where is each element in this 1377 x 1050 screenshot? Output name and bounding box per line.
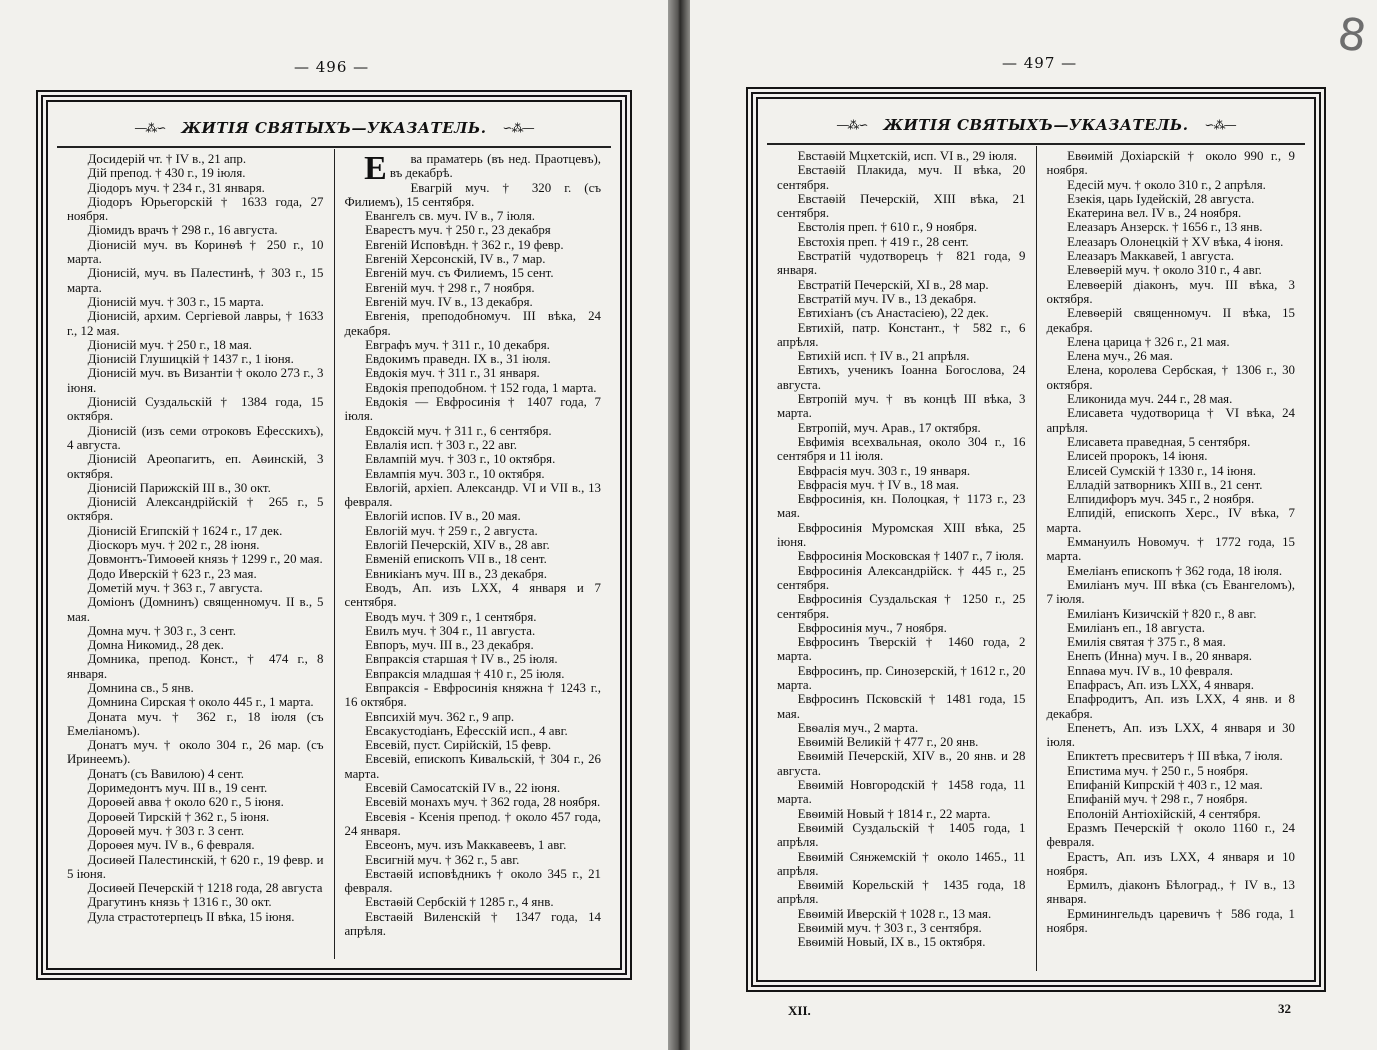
index-entry: Елисавета праведная, 5 сентября. bbox=[1067, 434, 1251, 449]
index-entry: Драгутинъ князь † 1316 г., 30 окт. bbox=[87, 895, 272, 910]
index-entry: Дороѳей авва † около 620 г., 5 іюня. bbox=[87, 795, 284, 810]
index-entry: Елевѳерій священномуч. II вѣка, 15 декабря. bbox=[1046, 306, 1295, 335]
index-entry: Діоскоръ муч. † 202 г., 28 іюня. bbox=[87, 538, 260, 553]
right-ornament-icon: ∽⁂— bbox=[1204, 118, 1236, 132]
index-entry: Евсевія - Ксенія препод. † около 457 года, 24 января. bbox=[344, 809, 601, 838]
index-entry: Евѳалія муч., 2 марта. bbox=[797, 720, 919, 735]
index-entry: Евѳимій муч. † 303 г., 3 сентября. bbox=[797, 921, 982, 936]
index-entry: Едесій муч. † около 310 г., 2 апрѣля. bbox=[1067, 177, 1266, 192]
index-entry: Евстаѳій Мцхетскій, исп. VI в., 29 іюля. bbox=[797, 149, 1017, 163]
index-entry: Евфрасія муч. † IV в., 18 мая. bbox=[797, 477, 959, 492]
signature-mark: XII. bbox=[788, 1003, 811, 1018]
index-entry: Емиліанъ муч. III вѣка (съ Евангеломъ), 7 іюля. bbox=[1046, 577, 1295, 607]
index-entry: Евѳимій Великій † 477 г., 20 янв. bbox=[797, 735, 979, 750]
index-entry: Еполоній Антіохійскій, 4 сентября. bbox=[1067, 806, 1261, 821]
index-entry: Еводъ, Ап. изъ LXX, 4 января и 7 сентября. bbox=[344, 580, 601, 610]
index-entry: Евстаѳій Виленскій † 1347 года, 14 апрѣля. bbox=[344, 909, 601, 939]
index-entry: Евгеній муч. IV в., 13 декабря. bbox=[365, 294, 533, 309]
index-entry: Домна муч. † 303 г., 3 сент. bbox=[87, 623, 236, 638]
book-gutter bbox=[668, 0, 690, 1050]
right-header-title: ЖИТІЯ СВЯТЫХЪ—УКАЗАТЕЛЬ. bbox=[883, 116, 1189, 134]
index-entry: Донатъ муч. † около 304 г., 26 мар. (съ Иринеемъ). bbox=[67, 738, 324, 767]
index-entry: Евпраксія старшая † IV в., 25 іюля. bbox=[365, 652, 558, 667]
index-entry: Доміонъ (Домнинъ) священномуч. II в., 5 мая. bbox=[67, 595, 324, 624]
handwritten-note: 8 bbox=[1334, 8, 1370, 63]
index-entry: Емиліанъ Кизичскій † 820 г., 8 авг. bbox=[1067, 606, 1257, 621]
index-entry: Домника, препод. Конст., † 474 г., 8 января. bbox=[67, 652, 324, 681]
index-entry: Епистима муч. † 250 г., 5 ноября. bbox=[1067, 763, 1249, 778]
index-entry: Еммануилъ Новомуч. † 1772 года, 15 марта. bbox=[1046, 535, 1295, 564]
index-entry: Евдокимъ праведн. IX в., 31 іюля. bbox=[365, 352, 551, 367]
index-entry: Доримедонтъ муч. III в., 19 сент. bbox=[87, 781, 268, 796]
left-page-number: — 496 — bbox=[294, 58, 370, 76]
index-entry: Евгеній муч. † 298 г., 7 ноября. bbox=[365, 280, 535, 295]
index-entry: Енепъ (Инна) муч. I в., 20 января. bbox=[1067, 649, 1253, 664]
index-entry: Евсевій, пуст. Сирійскій, 15 февр. bbox=[365, 738, 552, 753]
index-entry: Еликонида муч. 244 г., 28 мая. bbox=[1067, 392, 1233, 407]
index-entry: Елладій затворникъ XIII в., 21 сент. bbox=[1067, 477, 1263, 492]
drop-cap-entry-text: ва праматерь (въ нед. Праотцевъ), въ декабрѣ. bbox=[389, 152, 601, 181]
index-entry: Евсевій монахъ муч. † 362 года, 28 ноября. bbox=[365, 795, 601, 810]
index-entry: Елена царица † 326 г., 21 мая. bbox=[1067, 334, 1230, 349]
index-entry: Дометій муч. † 363 г., 7 августа. bbox=[87, 580, 263, 595]
index-entry: Елеазаръ Анзерск. † 1656 г., 13 янв. bbox=[1067, 220, 1263, 235]
index-entry: Ермилъ, діаконъ Бѣлоград., † IV в., 13 января. bbox=[1046, 878, 1295, 907]
index-entry: Евтихій исп. † IV в., 21 апрѣля. bbox=[797, 349, 970, 364]
drop-cap: Е bbox=[364, 150, 387, 187]
index-entry: Евгеній муч. съ Филиемъ, 15 сент. bbox=[365, 266, 554, 281]
right-page-column-2 bbox=[1036, 146, 1306, 971]
index-entry: Евстаѳій Печерскій, XIII вѣка, 21 сентября. bbox=[777, 191, 1026, 221]
index-entry bbox=[345, 150, 602, 187]
index-entry: Емиліанъ еп., 18 августа. bbox=[1067, 620, 1205, 635]
right-ornament-icon: ∽⁂— bbox=[502, 121, 534, 135]
index-entry: Евлалія исп. † 303 г., 22 авг. bbox=[365, 437, 518, 452]
index-entry: Елевѳерій муч. † около 310 г., 4 авг. bbox=[1067, 263, 1262, 278]
index-entry: Діодоръ Юрьегорскій † 1633 года, 27 ноября. bbox=[67, 194, 324, 224]
index-entry: Евфросинъ, пр. Синозерскій, † 1612 г., 20 марта. bbox=[777, 663, 1026, 692]
index-entry: Елисавета чудотворица † VI вѣка, 24 апрѣля. bbox=[1046, 406, 1295, 435]
left-ornament-icon: —⁂∽ bbox=[836, 118, 868, 132]
index-entry: Елевѳерій діаконъ, муч. III вѣка, 3 октября. bbox=[1046, 277, 1295, 306]
index-entry: Досиѳей Печерскій † 1218 года, 28 августа bbox=[87, 881, 323, 896]
index-entry: Евагрій муч. † 320 г. (съ Филиемъ), 15 сентября. bbox=[344, 180, 601, 209]
index-entry: Евлогій испов. IV в., 20 мая. bbox=[365, 509, 521, 524]
index-entry: Додо Иверскій † 623 г., 23 мая. bbox=[87, 566, 257, 581]
index-entry: Діодоръ муч. † 234 г., 31 января. bbox=[87, 180, 265, 195]
index-entry: Довмонтъ-Тимоѳей князь † 1299 г., 20 мая. bbox=[87, 552, 323, 567]
index-entry: Діонисій Ареопагитъ, еп. Аѳинскій, 3 октября. bbox=[67, 452, 324, 481]
index-entry: Евтихъ, ученикъ Іоанна Богослова, 24 августа. bbox=[777, 363, 1026, 392]
index-entry: Діонисій Парижскій III в., 30 окт. bbox=[87, 480, 271, 495]
index-entry: Діонисій, муч. въ Палестинѣ, † 303 г., 15 марта. bbox=[67, 266, 324, 295]
index-entry: Евтихій, патр. Констант., † 582 г., 6 апрѣля. bbox=[777, 320, 1026, 349]
index-entry: Езекія, царь Іудейскій, 28 августа. bbox=[1067, 191, 1255, 206]
left-running-header bbox=[57, 110, 611, 148]
index-entry: Емеліанъ епископъ † 362 года, 18 іюля. bbox=[1067, 563, 1283, 578]
index-entry: Елпидій, епископъ Херс., IV вѣка, 7 марта. bbox=[1046, 506, 1295, 535]
index-entry: Евдокія — Евфросинія † 1407 года, 7 іюля. bbox=[344, 395, 601, 424]
index-entry: Евсеонъ, муч. изъ Маккавеевъ, 1 авг. bbox=[365, 838, 567, 853]
index-entry: Евѳимій Сянжемскій † около 1465., 11 апрѣля. bbox=[777, 849, 1026, 878]
index-entry: Домна Никомид., 28 дек. bbox=[87, 638, 224, 653]
left-page-frame bbox=[36, 90, 632, 980]
left-header-title: ЖИТІЯ СВЯТЫХЪ—УКАЗАТЕЛЬ. bbox=[181, 119, 487, 137]
index-entry: Елена, королева Сербская, † 1306 г., 30 октября. bbox=[1046, 363, 1295, 392]
index-entry: Евѳимій Новый † 1814 г., 22 марта. bbox=[797, 806, 991, 821]
index-entry: Ennaѳa муч. IV в., 10 февраля. bbox=[1067, 663, 1234, 678]
index-entry: Евфросинія Александрійск. † 445 г., 25 сентября. bbox=[777, 563, 1026, 592]
index-entry: Епифаній Кипрскій † 403 г., 12 мая. bbox=[1067, 778, 1263, 793]
index-entry: Евфросинъ Тверскій † 1460 года, 2 марта. bbox=[777, 635, 1026, 664]
index-entry: Евстратій Печерскій, XI в., 28 мар. bbox=[797, 277, 989, 292]
index-entry: Діомидъ врачъ † 298 г., 16 августа. bbox=[87, 223, 278, 238]
index-entry: Доната муч. † 362 г., 18 іюля (съ Емеліаномъ). bbox=[67, 709, 324, 738]
right-page-column-1 bbox=[767, 146, 1036, 971]
index-entry: Евфросинъ Псковскій † 1481 года, 15 мая. bbox=[777, 692, 1026, 721]
index-entry: Евфросинія Муромская XIII вѣка, 25 іюня. bbox=[777, 520, 1026, 550]
index-entry: Евпраксія младшая † 410 г., 25 іюля. bbox=[365, 666, 565, 681]
index-entry: Дула страстотерпецъ II вѣка, 15 іюня. bbox=[87, 909, 295, 924]
index-entry: Дій препод. † 430 г., 19 іюля. bbox=[87, 166, 246, 181]
index-entry: Евлогій, архіеп. Александр. VI и VII в., 13 февраля. bbox=[344, 480, 601, 510]
index-entry: Еразмъ Печерскій † около 1160 г., 24 февраля. bbox=[1046, 820, 1295, 850]
index-entry: Евлампія муч. 303 г., 10 октября. bbox=[365, 466, 545, 481]
index-entry: Евдоксій муч. † 311 г., 6 сентября. bbox=[365, 423, 552, 438]
index-entry: Евсевій Самосатскій IV в., 22 іюня. bbox=[365, 781, 561, 796]
index-entry: Епенетъ, Ап. изъ LXX, 4 января и 30 іюля. bbox=[1046, 720, 1295, 750]
index-entry: Евсакустодіанъ, Ефесскій исп., 4 авг. bbox=[365, 723, 568, 738]
index-entry: Досиѳей Палестинскій, † 620 г., 19 февр. и 5 іюня. bbox=[67, 852, 324, 881]
index-entry: Евгенія, преподобномуч. III вѣка, 24 декабря. bbox=[344, 309, 601, 338]
index-entry: Евпсихій муч. 362 г., 9 апр. bbox=[365, 709, 515, 724]
left-ornament-icon: —⁂∽ bbox=[134, 121, 166, 135]
index-entry: Евфимія всехвальная, около 304 г., 16 сентября и 11 іюля. bbox=[777, 434, 1026, 464]
index-entry: Евфросинія Суздальская † 1250 г., 25 сентября. bbox=[777, 592, 1026, 621]
right-running-header bbox=[767, 107, 1305, 145]
index-entry: Діонисій, архим. Сергіевой лавры, † 1633 г., 12 мая. bbox=[67, 309, 324, 338]
index-entry: Евлампій муч. † 303 г., 10 октября. bbox=[365, 452, 556, 467]
index-entry: Евстаѳій исповѣдникъ † около 345 г., 21 февраля. bbox=[344, 866, 601, 896]
index-entry: Ерастъ, Ап. изъ LXX, 4 января и 10 ноября. bbox=[1046, 849, 1295, 878]
index-entry: Епифаній муч. † 298 г., 7 ноября. bbox=[1067, 792, 1248, 807]
index-entry: Діонисій муч. въ Коринѳѣ † 250 г., 10 марта. bbox=[67, 237, 324, 267]
index-entry: Евдокія преподобном. † 152 года, 1 марта. bbox=[365, 380, 597, 395]
index-entry: Дороѳея муч. IV в., 6 февраля. bbox=[87, 838, 255, 853]
index-entry: Евтропій муч. † въ концѣ III вѣка, 3 марта. bbox=[777, 392, 1026, 421]
index-entry: Евстратій чудотворецъ † 821 года, 9 января. bbox=[777, 249, 1026, 278]
index-entry: Евпоръ, муч. III в., 23 декабря. bbox=[365, 638, 534, 653]
index-entry: Епафрасъ, Ап. изъ LXX, 4 января. bbox=[1067, 677, 1254, 692]
index-entry: Елпидифоръ муч. 345 г., 2 ноября. bbox=[1067, 492, 1255, 507]
index-entry: Евтихіанъ (съ Анастасіею), 22 дек. bbox=[797, 306, 989, 321]
index-entry: Евстохія преп. † 419 г., 28 сент. bbox=[797, 234, 969, 249]
index-entry: Діонисій Египскій † 1624 г., 17 дек. bbox=[87, 523, 283, 538]
left-page-column-1 bbox=[57, 149, 334, 959]
index-entry: Екатерина вел. IV в., 24 ноября. bbox=[1067, 206, 1242, 221]
left-page-column-2 bbox=[334, 149, 612, 959]
index-entry: Донатъ (съ Вавилою) 4 сент. bbox=[87, 766, 244, 781]
index-entry: Діонисій муч. † 250 г., 18 мая. bbox=[87, 337, 252, 352]
index-entry: Ерминингельдъ царевичъ † 586 года, 1 ноября. bbox=[1046, 906, 1295, 936]
right-page-frame bbox=[746, 87, 1326, 992]
index-entry: Еварестъ муч. † 250 г., 23 декабря bbox=[365, 223, 551, 238]
index-entry: Досидерій чт. † IV в., 21 апр. bbox=[87, 152, 247, 166]
index-entry: Елеазаръ Олонецкій † XV вѣка, 4 іюня. bbox=[1067, 234, 1284, 249]
index-entry: Евѳимій Новгородскій † 1458 года, 11 марта. bbox=[777, 778, 1026, 807]
index-entry: Евфросинія муч., 7 ноября. bbox=[797, 620, 947, 635]
index-entry: Діонисій муч. † 303 г., 15 марта. bbox=[87, 294, 264, 309]
index-entry: Дороѳей муч. † 303 г. 3 сент. bbox=[87, 823, 245, 838]
index-entry: Елеазаръ Маккавей, 1 августа. bbox=[1067, 249, 1235, 264]
index-entry: Емилія святая † 375 г., 8 мая. bbox=[1067, 635, 1226, 650]
index-entry: Евменій епископъ VII в., 18 сент. bbox=[365, 552, 547, 567]
index-entry: Епафродитъ, Ап. изъ LXX, 4 янв. и 8 декабря. bbox=[1046, 692, 1295, 721]
index-entry: Евстолія преп. † 610 г., 9 ноября. bbox=[797, 220, 978, 235]
index-entry: Діонисій Александрійскій † 265 г., 5 октября. bbox=[67, 495, 324, 524]
index-entry: Евфросинія, кн. Полоцкая, † 1173 г., 23 мая. bbox=[777, 492, 1026, 521]
index-entry: Евстратій муч. IV в., 13 декабря. bbox=[797, 291, 977, 306]
index-entry: Евфрасія муч. 303 г., 19 января. bbox=[797, 463, 971, 478]
index-entry: Евфросинія Московская † 1407 г., 7 іюля. bbox=[797, 549, 1024, 564]
index-entry: Евсигній муч. † 362 г., 5 авг. bbox=[365, 852, 520, 867]
index-entry: Евгеній Исповѣдн. † 362 г., 19 февр. bbox=[365, 237, 564, 252]
index-entry: Евѳимій Иверскій † 1028 г., 13 мая. bbox=[797, 906, 992, 921]
index-entry: Діонисій Суздальскій † 1384 года, 15 октября. bbox=[67, 395, 324, 424]
index-entry: Діонисій (изъ семи отроковъ Ефесскихъ), 4 августа. bbox=[67, 423, 324, 452]
index-entry: Евангелъ св. муч. IV в., 7 іюля. bbox=[365, 209, 535, 224]
index-entry: Елисей пророкъ, 14 іюня. bbox=[1067, 449, 1208, 464]
index-entry: Діонисій Глушицкій † 1437 г., 1 іюня. bbox=[87, 352, 294, 367]
index-entry: Дороѳей Тирскій † 362 г., 5 іюня. bbox=[87, 809, 270, 824]
sheet-number: 32 bbox=[1278, 1001, 1291, 1016]
index-entry: Евсевій, епископъ Кивальскій, † 304 г., 26 марта. bbox=[344, 752, 601, 781]
index-entry: Евгеній Херсонскій, IV в., 7 мар. bbox=[365, 252, 546, 267]
index-entry: Евѳимій Печерскій, XIV в., 20 янв. и 28 августа. bbox=[777, 749, 1026, 778]
index-entry: Евстаѳій Плакида, муч. II вѣка, 20 сентября. bbox=[777, 163, 1026, 192]
index-entry: Евтропій, муч. Арав., 17 октября. bbox=[797, 420, 981, 435]
index-entry: Еводъ муч. † 309 г., 1 сентября. bbox=[365, 609, 537, 624]
index-entry: Евлогій муч. † 259 г., 2 августа. bbox=[365, 523, 538, 538]
index-entry: Евграфъ муч. † 311 г., 10 декабря. bbox=[365, 337, 550, 352]
index-entry: Евникіанъ муч. III в., 23 декабря. bbox=[365, 566, 547, 581]
index-entry: Домнина св., 5 янв. bbox=[87, 680, 194, 695]
index-entry: Елена муч., 26 мая. bbox=[1067, 349, 1173, 364]
index-entry: Діонисій муч. въ Византіи † около 273 г., 3 іюня. bbox=[67, 366, 324, 395]
index-entry: Евилъ муч. † 304 г., 11 августа. bbox=[365, 623, 536, 638]
index-entry: Евѳимій Новый, IX в., 15 октября. bbox=[797, 935, 986, 950]
index-entry: Елисей Сумскій † 1330 г., 14 іюня. bbox=[1067, 463, 1256, 478]
index-entry: Епиктетъ пресвитеръ † III вѣка, 7 іюля. bbox=[1067, 749, 1283, 764]
right-page-number: — 497 — bbox=[1002, 54, 1078, 72]
index-entry: Евпраксія - Евфросинія княжна † 1243 г., 16 октября. bbox=[344, 680, 601, 710]
index-entry: Евѳимій Корельскій † 1435 года, 18 апрѣля. bbox=[777, 878, 1026, 907]
index-entry: Евѳимій Суздальскій † 1405 года, 1 апрѣля. bbox=[777, 820, 1026, 850]
index-entry: Евѳимій Дохіарскій † около 990 г., 9 ноября. bbox=[1046, 149, 1295, 178]
index-entry: Евстаѳій Сербскій † 1285 г., 4 янв. bbox=[365, 895, 554, 910]
index-entry: Евдокія муч. † 311 г., 31 января. bbox=[365, 366, 540, 381]
index-entry: Евлогій Печерскій, XIV в., 28 авг. bbox=[365, 538, 550, 553]
index-entry: Домнина Сирская † около 445 г., 1 марта. bbox=[87, 695, 314, 710]
